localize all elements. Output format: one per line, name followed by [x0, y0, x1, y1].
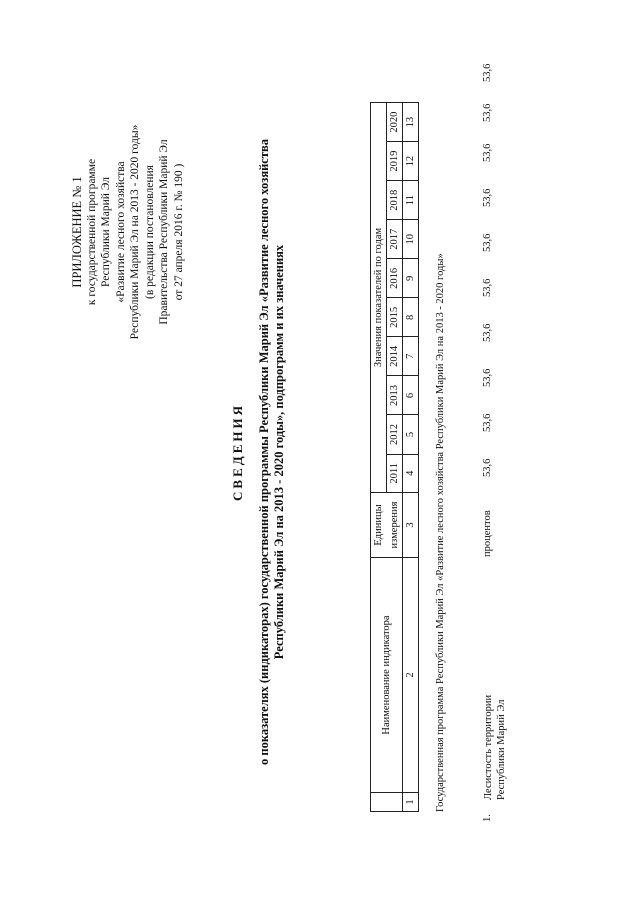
row-value: 53,6: [482, 458, 493, 477]
year-cell: 2014: [387, 337, 403, 376]
numbering-cell: 8: [403, 298, 419, 337]
row-value: 53,6: [482, 143, 493, 162]
appendix-line: (в редакции постановления: [143, 165, 156, 299]
table-header-row: [371, 103, 387, 812]
col-number-header: [371, 793, 403, 812]
appendix-line: к государственной программе: [85, 158, 98, 306]
appendix-line: Республики Марий Эл на 2013 - 2020 годы»: [129, 124, 141, 340]
row-indicator-name: [482, 570, 508, 800]
numbering-cell: 3: [403, 493, 419, 558]
numbering-cell: 1: [403, 793, 419, 812]
values-header: Значения показателей по годам: [371, 103, 387, 493]
numbering-cell: 11: [403, 181, 419, 220]
year-cell: 2018: [387, 181, 403, 220]
col-unit-header-1: Единицы: [371, 493, 387, 558]
numbering-cell: 2: [403, 558, 419, 793]
document-title: [230, 42, 287, 862]
numbering-cell: 10: [403, 220, 419, 259]
appendix-line: Республики Марий Эл: [100, 177, 112, 288]
document-page: [40, 42, 600, 862]
row-value: 53,6: [482, 63, 493, 82]
appendix-line: Правительства Республики Марий Эл: [158, 139, 170, 325]
appendix-line: ПРИЛОЖЕНИЕ № 1: [70, 176, 84, 288]
numbering-cell: 13: [403, 103, 419, 142]
row-value: 53,6: [482, 233, 493, 252]
program-heading: Государственная программа Республики Марий Эл «Развитие лесного хозяйства Республики Марий Эл на 2013 - 2020 годы»: [435, 253, 446, 812]
numbering-cell: 12: [403, 142, 419, 181]
indicators-table: [370, 102, 419, 812]
year-cell: 2013: [387, 376, 403, 415]
year-cell: 2016: [387, 259, 403, 298]
numbering-cell: 4: [403, 454, 419, 492]
numbering-cell: 7: [403, 337, 419, 376]
row-unit: процентов: [482, 510, 493, 557]
year-cell: 2011: [387, 454, 403, 492]
appendix-line: «Развитие лесного хозяйства: [114, 161, 127, 303]
row-value: 53,6: [482, 413, 493, 432]
numbering-cell: 5: [403, 415, 419, 454]
numbering-cell: 6: [403, 376, 419, 415]
appendix-block: [70, 52, 186, 412]
col-unit-header-2: измерения: [387, 493, 403, 558]
row-value: 53,6: [482, 323, 493, 342]
numbering-row: [403, 103, 419, 812]
year-cell: 2019: [387, 142, 403, 181]
row-name-line: Республики Марий Эл: [496, 699, 507, 800]
table-row: [480, 63, 520, 822]
year-cell: 2012: [387, 415, 403, 454]
row-value: 53,6: [482, 103, 493, 122]
year-cell: 2017: [387, 220, 403, 259]
year-cell: 2015: [387, 298, 403, 337]
title-line-1: о показателях (индикаторах) государственной программы Республики Марий Эл «Развитие лесного хозяйства: [257, 139, 271, 765]
numbering-cell: 9: [403, 259, 419, 298]
row-value: 53,6: [482, 188, 493, 207]
row-value: 53,6: [482, 368, 493, 387]
row-value: 53,6: [482, 278, 493, 297]
title-heading: СВЕДЕНИЯ: [230, 403, 245, 501]
col-name-header: Наименование индикатора: [371, 558, 403, 793]
row-name-line: Лесистость территории: [483, 694, 494, 800]
year-cell: 2020: [387, 103, 403, 142]
appendix-line: от 27 апреля 2016 г. № 190 ): [172, 163, 185, 301]
row-number: 1.: [482, 814, 493, 822]
title-line-2: Республики Марий Эл на 2013 - 2020 годы», подпрограмм и их значениях: [272, 244, 286, 660]
